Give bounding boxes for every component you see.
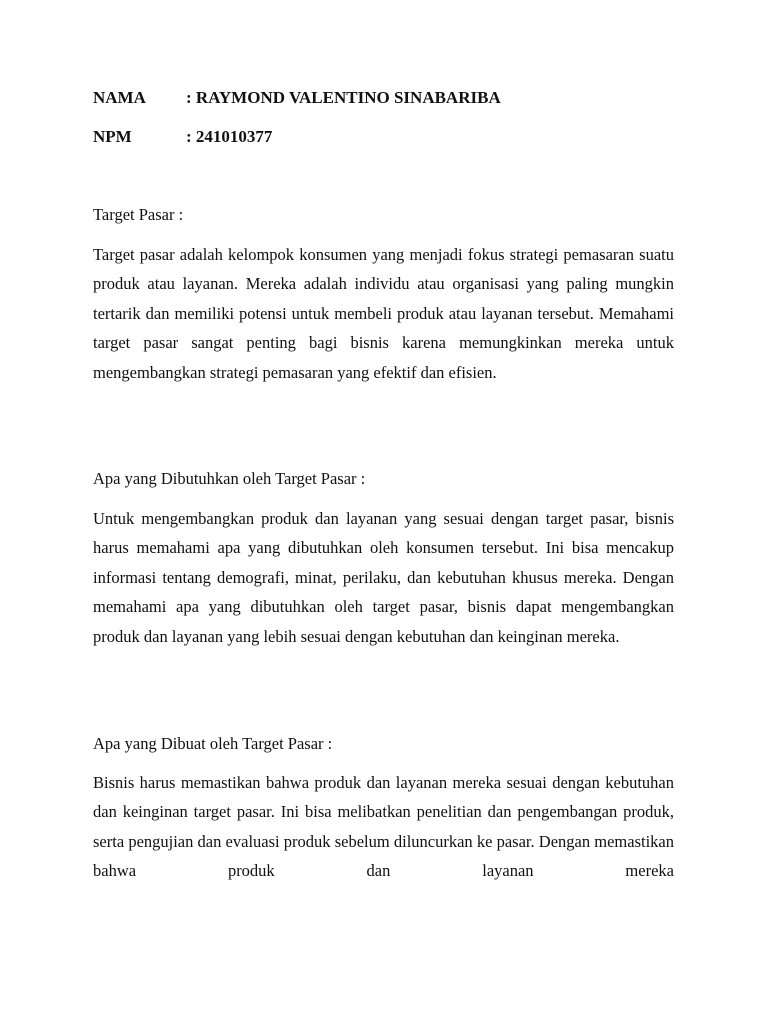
section-paragraph-dibuat: Bisnis harus memastikan bahwa produk dan layanan mereka sesuai dengan kebutuhan dan keinginan target pasar. Ini bisa melibatkan penelitian dan pengembangan produk, serta pengujian dan evaluasi produk sebelum diluncurkan ke pasar. Dengan memastikan bahwa produk dan layanan mereka [93,773,674,881]
name-value: : RAYMOND VALENTINO SINABARIBA [186,88,501,107]
section-heading-dibutuhkan: Apa yang Dibutuhkan oleh Target Pasar : [93,469,366,488]
section-heading-dibuat: Apa yang Dibuat oleh Target Pasar : [93,734,333,753]
section-heading-target-pasar: Target Pasar : [93,205,184,224]
section-paragraph-target-pasar: Target pasar adalah kelompok konsumen yang menjadi fokus strategi pemasaran suatu produk atau layanan. Mereka adalah individu atau organisasi yang paling mungkin tertarik dan memiliki potensi untuk membeli produk atau layanan tersebut. Memahami target pasar sangat penting bagi bisnis karena memungkinkan mereka untuk mengembangkan strategi pemasaran yang efektif dan efisien. [93,245,674,382]
name-row [93,88,501,108]
npm-value: : 241010377 [186,127,273,146]
npm-row [93,127,272,147]
npm-label: NPM [93,127,132,146]
section-paragraph-dibutuhkan: Untuk mengembangkan produk dan layanan yang sesuai dengan target pasar, bisnis harus memahami apa yang dibutuhkan oleh konsumen tersebut. Ini bisa mencakup informasi tentang demografi, minat, perilaku, dan kebutuhan khusus mereka. Dengan memahami apa yang dibutuhkan oleh target pasar, bisnis dapat mengembangkan produk dan layanan yang lebih sesuai dengan kebutuhan dan keinginan mereka. [93,509,674,646]
name-label: NAMA [93,88,146,107]
